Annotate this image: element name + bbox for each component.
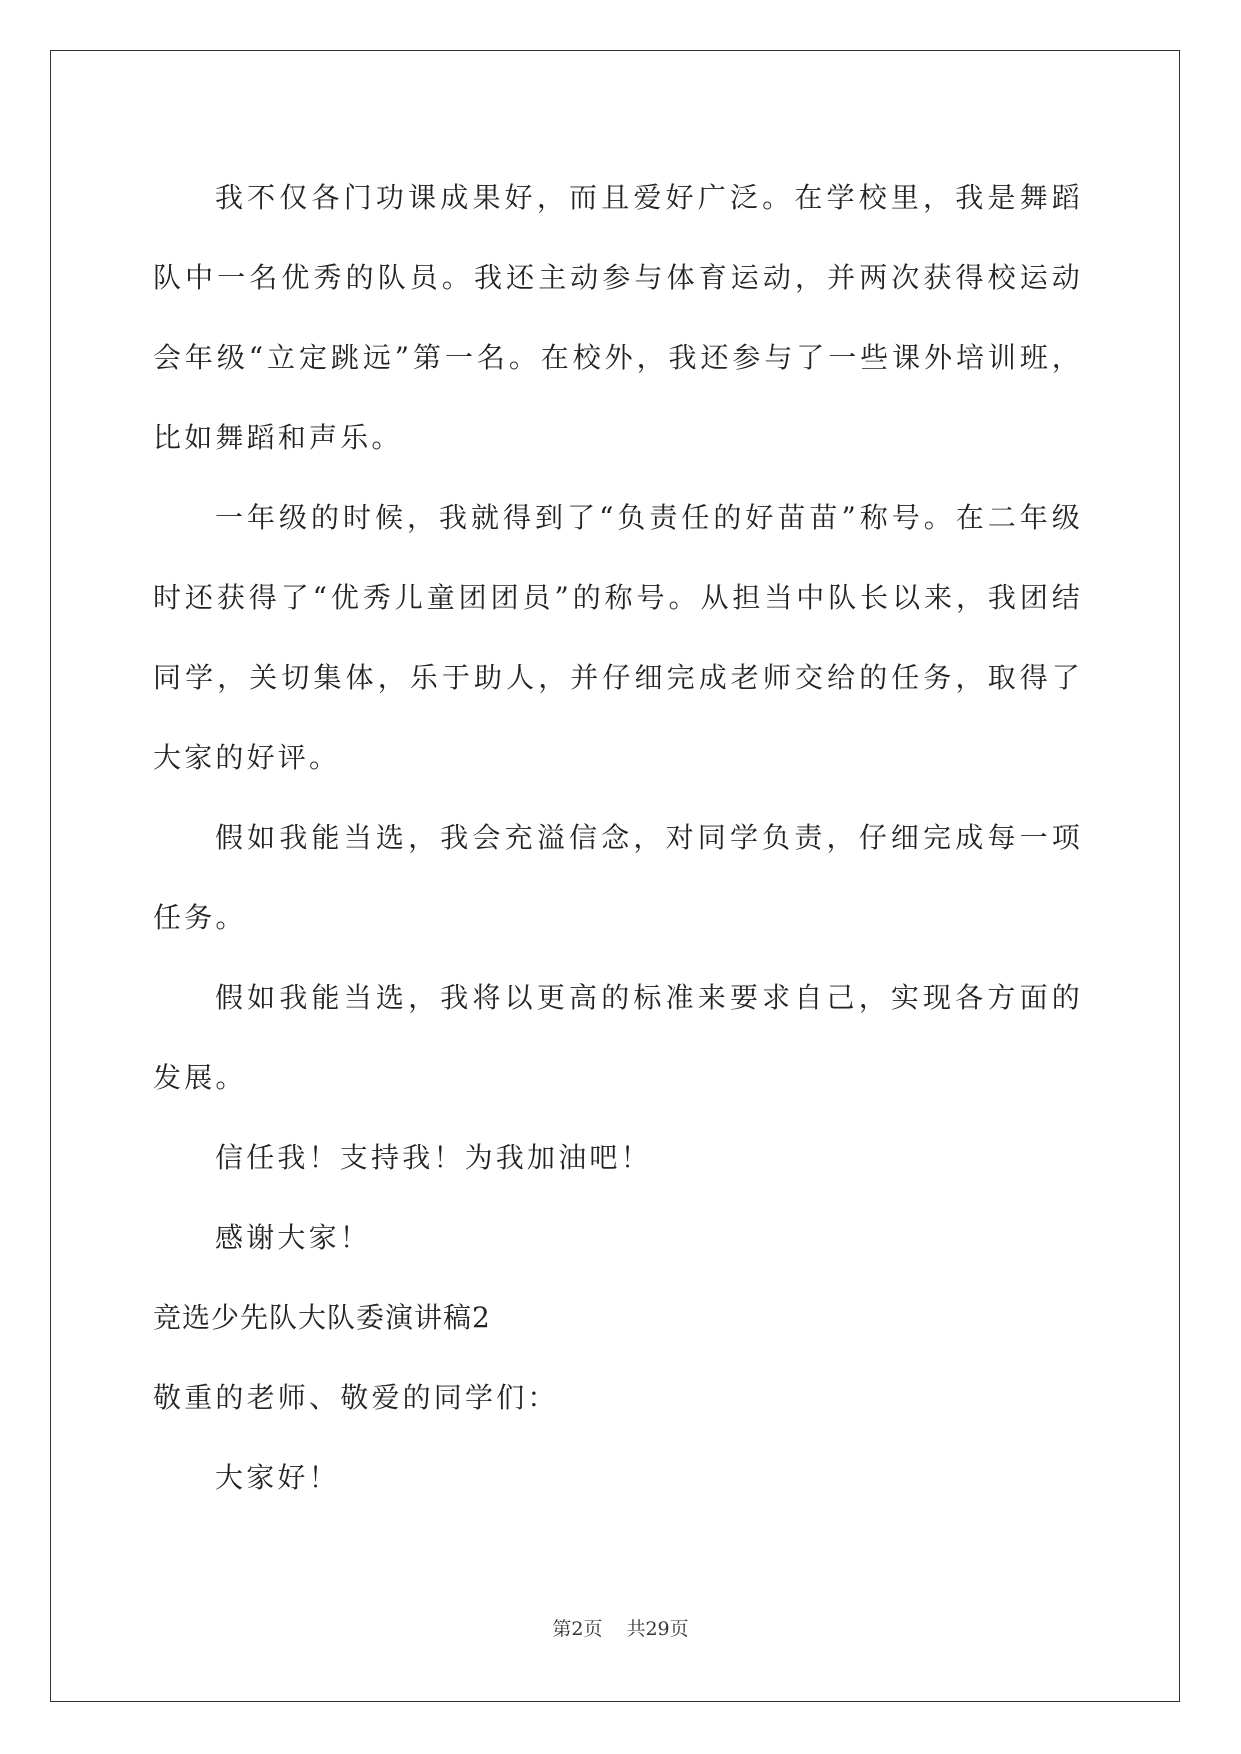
document-body — [153, 158, 1083, 1518]
page-footer — [0, 1614, 1241, 1641]
page-number: 第2页 — [552, 1618, 603, 1640]
paragraph-honors: 一年级的时候，我就得到了“负责任的好苗苗”称号。在二年级时还获得了“优秀儿童团团员”的称号。从担当中队长以来，我团结同学，关切集体，乐于助人，并仔细完成老师交给的任务，取得了大家的好评。 — [153, 501, 1083, 774]
page-total: 共29页 — [626, 1618, 689, 1640]
greeting: 大家好！ — [215, 1461, 340, 1494]
paragraph-promise-2: 假如我能当选，我将以更高的标准来要求自己，实现各方面的发展。 — [153, 981, 1083, 1094]
paragraph-hobbies: 我不仅各门功课成果好，而且爱好广泛。在学校里，我是舞蹈队中一名优秀的队员。我还主动参与体育运动，并两次获得校运动会年级“立定跳远”第一名。在校外，我还参与了一些课外培训班，比如舞蹈和声乐。 — [153, 181, 1083, 454]
paragraph-support: 信任我！支持我！为我加油吧！ — [215, 1141, 652, 1174]
section-title: 竞选少先队大队委演讲稿2 — [153, 1301, 491, 1334]
paragraph-thanks: 感谢大家！ — [215, 1221, 372, 1254]
paragraph-promise-1: 假如我能当选，我会充溢信念，对同学负责，仔细完成每一项任务。 — [153, 821, 1083, 934]
salutation: 敬重的老师、敬爱的同学们： — [153, 1381, 559, 1414]
